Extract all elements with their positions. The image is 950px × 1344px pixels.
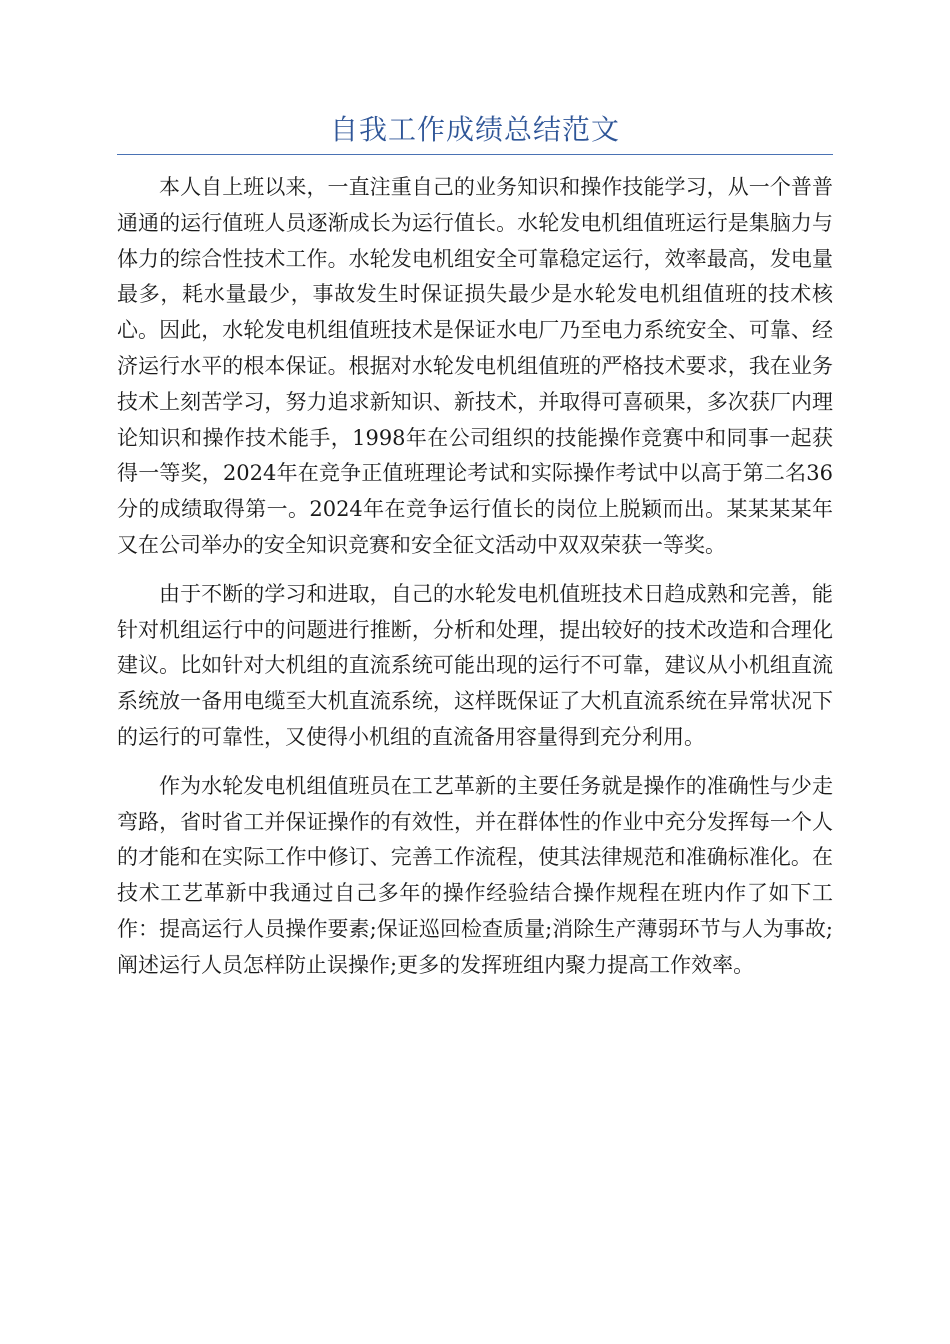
paragraph-2: 由于不断的学习和进取，自己的水轮发电机值班技术日趋成熟和完善，能针对机组运行中的问题进行推断，分析和处理，提出较好的技术改造和合理化建议。比如针对大机组的直流系统可能出现的运行不可靠，建议从小机组直流系统放一备用电缆至大机直流系统，这样既保证了大机直流系统在异常状况下的运行的可靠性，又使得小机组的直流备用容量得到充分利用。 [117,581,833,749]
document-body [117,170,833,997]
paragraph-3: 作为水轮发电机组值班员在工艺革新的主要任务就是操作的准确性与少走弯路，省时省工并保证操作的有效性，并在群体性的作业中充分发挥每一个人的才能和在实际工作中修订、完善工作流程，使其法律规范和准确标准化。在技术工艺革新中我通过自己多年的操作经验结合操作规程在班内作了如下工作：提高运行人员操作要素;保证巡回检查质量;消除生产薄弱环节与人为事故;阐述运行人员怎样防止误操作;更多的发挥班组内聚力提高工作效率。 [117,773,833,977]
paragraph-1: 本人自上班以来，一直注重自己的业务知识和操作技能学习，从一个普普通通的运行值班人员逐渐成长为运行值长。水轮发电机组值班运行是集脑力与体力的综合性技术工作。水轮发电机组安全可靠稳定运行，效率最高，发电量最多，耗水量最少，事故发生时保证损失最少是水轮发电机组值班的技术核心。因此，水轮发电机组值班技术是保证水电厂乃至电力系统安全、可靠、经济运行水平的根本保证。根据对水轮发电机组值班的严格技术要求，我在业务技术上刻苦学习，努力追求新知识、新技术，并取得可喜硕果，多次获厂内理论知识和操作技术能手，1998年在公司组织的技能操作竞赛中和同事一起获得一等奖，2024年在竞争正值班理论考试和实际操作考试中以高于第二名36分的成绩取得第一。2024年在竞争运行值长的岗位上脱颖而出。某某某某年又在公司举办的安全知识竞赛和安全征文活动中双双荣获一等奖。 [117,175,833,557]
title-underline [117,154,833,155]
document-title: 自我工作成绩总结范文 [329,113,620,146]
